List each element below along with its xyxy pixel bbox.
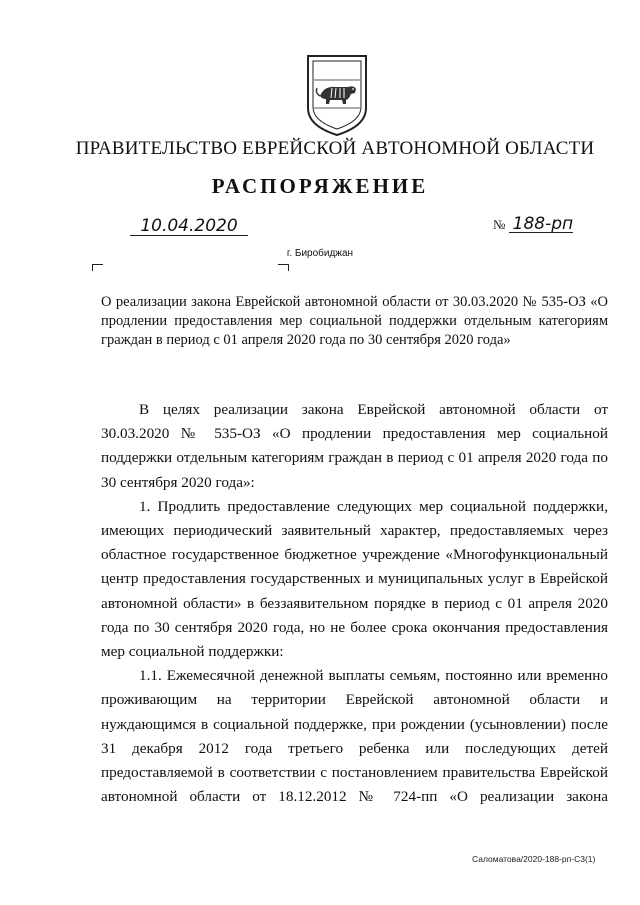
document-type-heading: РАСПОРЯЖЕНИЕ — [211, 174, 429, 198]
document-date: 10.04.2020 — [130, 218, 248, 236]
city-label: г. Биробиджан — [286, 248, 354, 259]
document-subject: О реализации закона Еврейской автономной области от 30.03.2020 № 535-ОЗ «О продлении предоставления мер социальной поддержки отдельным категориям граждан в период с 01 апреля 2020 года по 30 сентября 2020 года» — [101, 294, 608, 348]
tiger-icon — [316, 86, 356, 104]
coat-of-arms-icon — [302, 52, 372, 138]
intro-paragraph: В целях реализации закона Еврейской автономной области от 30.03.2020 № 535-ОЗ «О продлении предоставления мер социальной поддержки отдельным категориям граждан в период с 01 апреля 2020 года по 30 сентября 2020 года»: — [101, 401, 608, 491]
subject-bracket-left — [92, 264, 103, 271]
item-1-paragraph: 1. Продлить предоставление следующих мер социальной поддержки, имеющих периодический заявительный характер, предоставляемых через областное государственное бюджетное учреждение «Многофункциональный центр предоставления государственных и муниципальных услуг в Еврейской автономной области» в беззаявительном порядке в период с 01 апреля 2020 года по 30 сентября 2020 года, но не более срока окончания предоставления мер социальной поддержки: — [101, 497, 608, 661]
item-1-1-paragraph: 1.1. Ежемесячной денежной выплаты семьям, постоянно или временно проживающим на территории Еврейской автономной области и нуждающимся в социальной поддержке, при рождении (усыновлении) после 31 декабря 2012 года третьего ребенка или последующих детей предоставляемой в соответствии с постановлением правительства Еврейской автономной области от 18.12.2012 № 724-пп «О реализации закона — [101, 667, 608, 806]
number-value: 188-рп — [509, 216, 574, 233]
subject-bracket-right — [278, 264, 289, 271]
number-label: № — [493, 217, 506, 232]
government-title: ПРАВИТЕЛЬСТВО ЕВРЕЙСКОЙ АВТОНОМНОЙ ОБЛАСТИ — [75, 138, 595, 159]
footer-doc-code: Саломатова/2020-188-рп-С3(1) — [472, 854, 596, 864]
document-number — [493, 216, 573, 233]
document-body — [101, 398, 608, 809]
